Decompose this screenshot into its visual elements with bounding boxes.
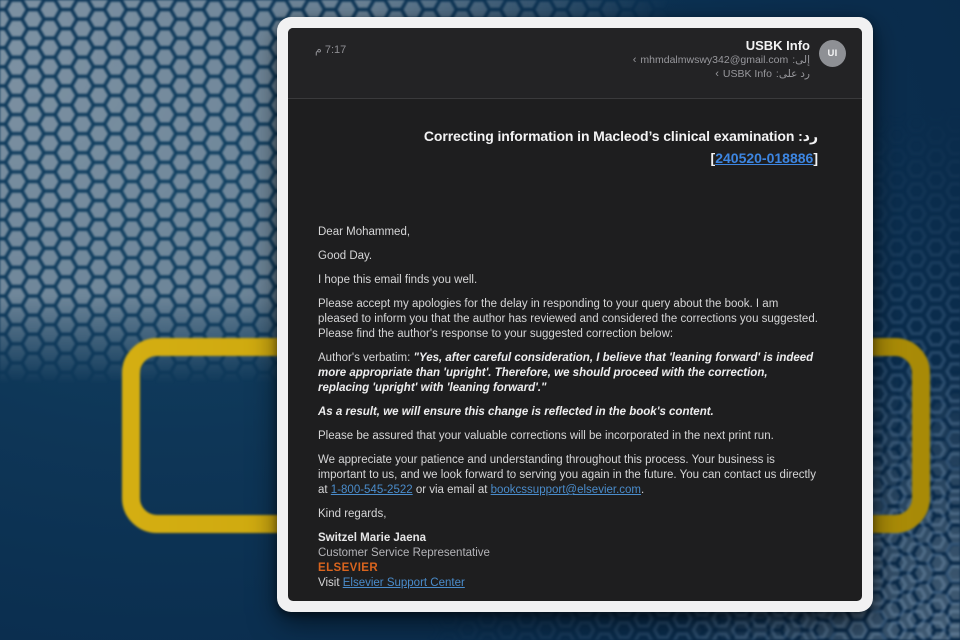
paragraph-assured: Please be assured that your valuable corrections will be incorporated in the next print run. [318, 430, 774, 442]
sender-lines [633, 37, 810, 81]
to-label: إلى: [792, 54, 810, 66]
appreciate-text-2: or via email at [412, 484, 491, 496]
email-card [277, 17, 873, 612]
appreciate-text-3: . [641, 484, 645, 496]
appreciate-text-1: We appreciate your patience and understanding throughout this process. Your business is important to us, and we look forward to serving you again in the future. You can contact us directly at [318, 454, 816, 496]
phone-link[interactable]: 1-800-545-2522 [330, 484, 413, 496]
reply-to-row[interactable] [633, 68, 810, 82]
email-body [318, 225, 820, 591]
subject-title: Correcting information in Macleod’s clinical examination [423, 128, 795, 144]
timestamp: 7:17 م [315, 44, 347, 56]
email-screenshot [288, 28, 862, 601]
support-email-link[interactable]: bookcssupport@elsevier.com [490, 484, 642, 496]
reference-number-link[interactable]: 240520-018886 [715, 150, 814, 166]
signature-company: ELSEVIER [318, 562, 379, 574]
verbatim-quote: "Yes, after careful consideration, I believe that 'leaning forward' is indeed more appropriate than 'upright'. Therefore, we should proceed with the correction, replacing 'upright' with 'leaning forward'." [318, 352, 814, 394]
to-row[interactable] [633, 54, 810, 68]
visit-row [318, 576, 820, 591]
sender-block [633, 37, 846, 81]
reply-to-label: رد على: [775, 67, 810, 80]
support-center-link[interactable]: Elsevier Support Center [342, 577, 465, 589]
subject [318, 125, 818, 169]
signature-title: Customer Service Representative [318, 547, 490, 559]
reply-to-value: USBK Info [722, 67, 772, 80]
avatar: UI [819, 40, 846, 67]
greeting: Dear Mohammed, [318, 226, 411, 238]
closing: Kind regards, [318, 508, 387, 520]
signature-name: Switzel Marie Jaena [318, 532, 427, 544]
paragraph-hope: I hope this email finds you well. [318, 274, 478, 286]
paragraph-appreciate [318, 453, 820, 498]
paragraph-apologies: Please accept my apologies for the delay in responding to your query about the book. I am pleased to inform you that the author has reviewed and considered the corrections you suggested. Please find the author's response to your suggested correction below: [318, 298, 818, 340]
subject-bracket-close: ] [813, 150, 818, 166]
sender-name: USBK Info [745, 38, 810, 53]
chevron-left-icon: ‹ [715, 67, 719, 80]
paragraph-result: As a result, we will ensure this change is reflected in the book's content. [318, 406, 714, 418]
paragraph-good-day: Good Day. [318, 250, 373, 262]
subject-bracket-open: [ [710, 150, 716, 166]
chevron-left-icon: ‹ [632, 54, 637, 66]
paragraph-verbatim [318, 351, 820, 396]
visit-text: Visit [318, 577, 343, 589]
email-header [288, 28, 862, 99]
subject-reply-prefix: رد: [798, 128, 818, 144]
to-address: mhmdalmwswy342@gmail.com [640, 54, 789, 66]
verbatim-label: Author's verbatim: [318, 352, 414, 364]
